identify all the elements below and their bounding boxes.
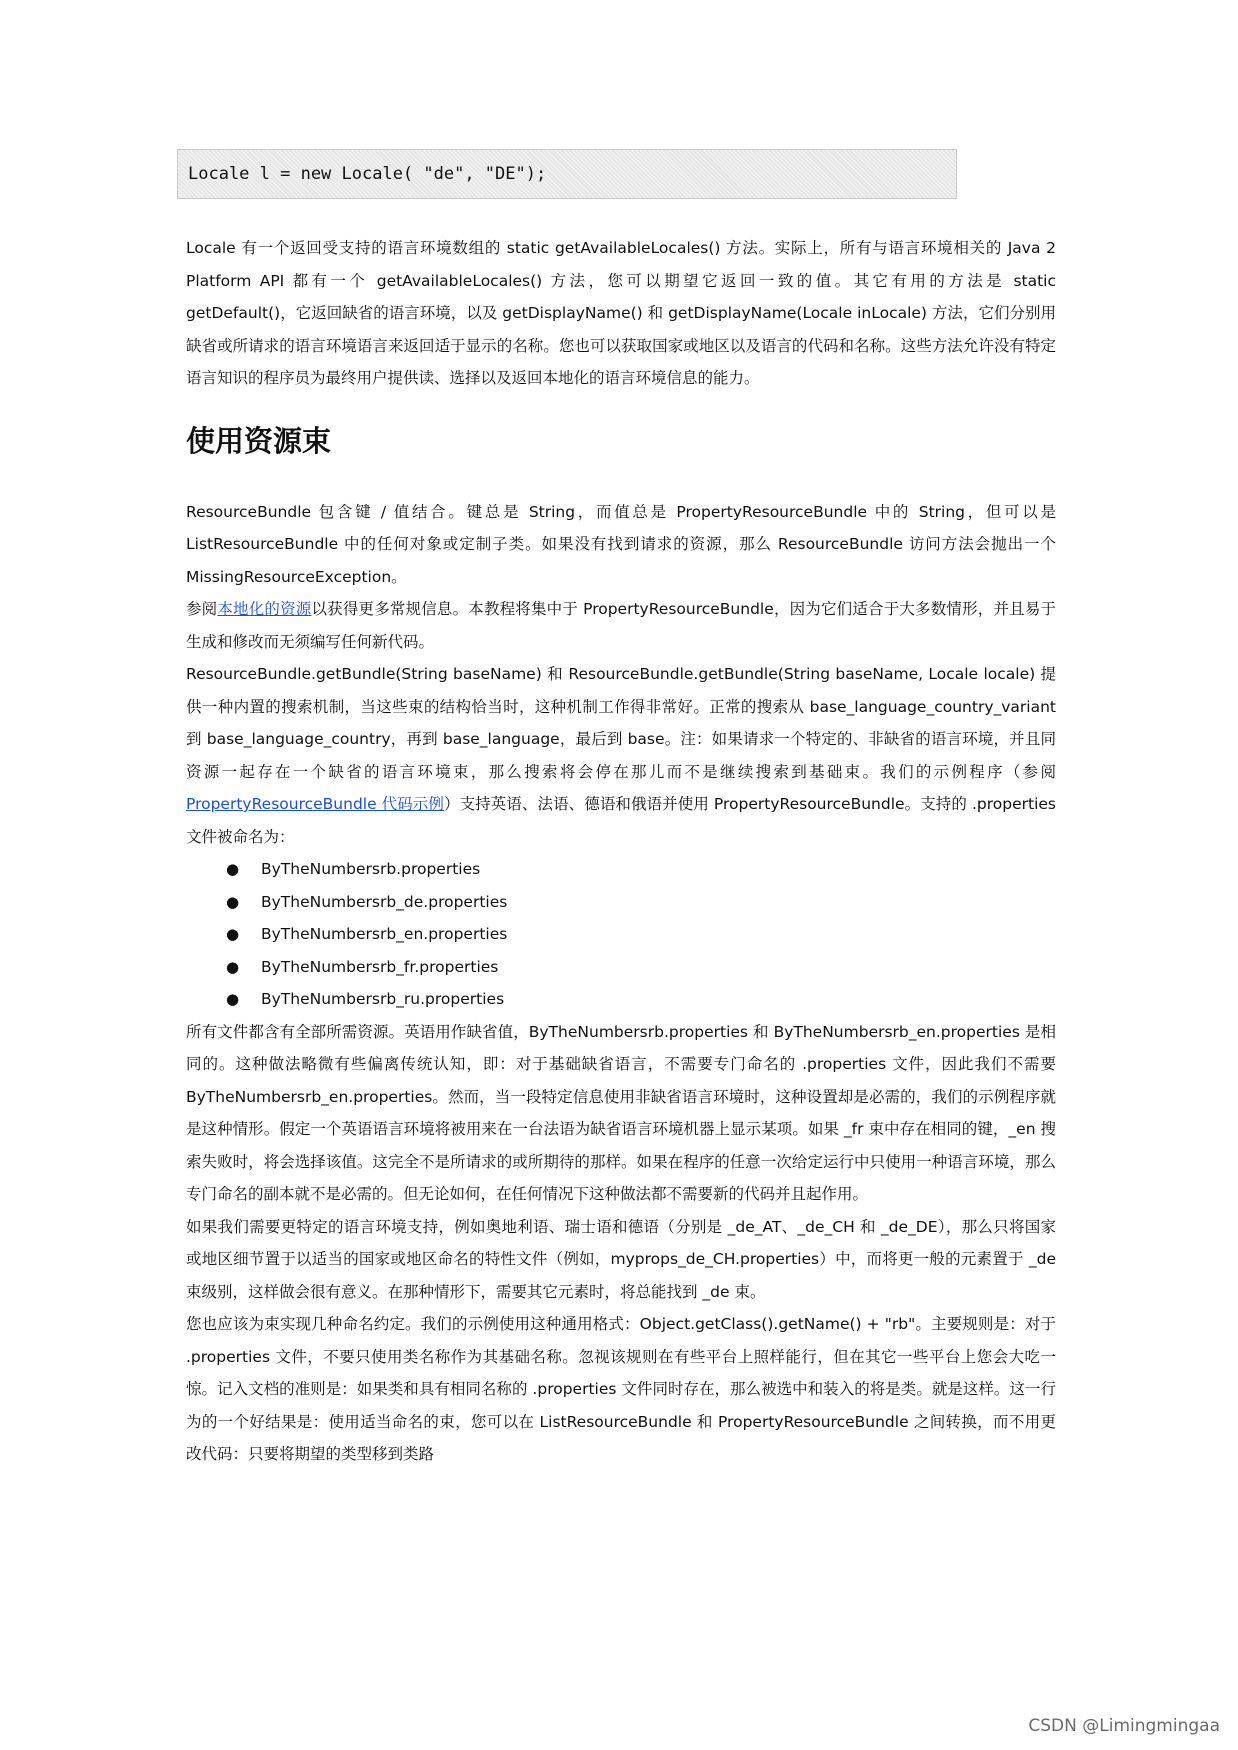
see-also-suffix: 以获得更多常规信息。本教程将集中于 PropertyResourceBundle，因为它们适合于大多数情形，并且易于生成和修改而无须编写任何新代码。 [186,600,1056,651]
getbundle-text: ResourceBundle.getBundle(String baseName) 和 ResourceBundle.getBundle(String baseName, Locale locale) 提供一种内置的搜索机制，当这些束的结构恰当时，这种机制工作得非常好。正常的搜索从 base_language_country_variant 到 base_language_country，再到 base_language，最后到 base。注：如果请求一个特定的、非缺省的语言环境，并且同资源一起存在一个缺省的语言环境束，那么搜索将会停在那儿而不是继续搜索到基础束。我们的示例程序（参阅 [186,665,1056,781]
getbundle-paragraph [186,658,1056,853]
see-also-prefix: 参阅 [186,600,218,618]
file-name: ByTheNumbersrb_de.properties [261,892,508,911]
list-item [186,951,1056,984]
bullet-icon: ● [226,925,240,943]
code-line: Locale l = new Locale( "de", "DE"); [188,164,547,184]
file-name: ByTheNumbersrb_fr.properties [261,957,499,976]
list-item [186,886,1056,919]
list-item [186,983,1056,1016]
bullet-icon: ● [226,892,240,911]
watermark: CSDN @Limingmingaa [1028,1716,1220,1736]
code-example-link[interactable]: PropertyResourceBundle 代码示例 [186,795,444,813]
list-item [186,918,1056,951]
properties-file-list [186,853,1056,1016]
specific-locale-paragraph: 如果我们需要更特定的语言环境支持，例如奥地利语、瑞士语和德语（分别是 _de_AT、_de_CH 和 _de_DE），那么只将国家或地区细节置于以适当的国家或地区命名的特性文件（例如，myprops_de_CH.properties）中，而将更一般的元素置于 _de 束级别，这样做会很有意义。在那种情形下，需要其它元素时，将总能找到 _de 束。 [186,1217,1056,1301]
bullet-icon: ● [226,957,240,976]
bullet-icon: ● [226,860,240,878]
naming-convention-paragraph: 您也应该为束实现几种命名约定。我们的示例使用这种通用格式：Object.getClass().getName() + "rb"。主要规则是：对于 .properties 文件，不要只使用类名称作为其基础名称。忽视该规则在有些平台上照样能行，但在其它一些平台上您会大吃一惊。记入文档的准则是：如果类和具有相同名称的 .properties 文件同时存在，那么被选中和装入的将是类。就是这样。这一行为的一个好结果是：使用适当命名的束，您可以在 ListResourceBundle 和 PropertyResourceBundle 之间转换，而不用更改代码：只要将期望的类型移到类路 [186,1315,1056,1463]
all-files-paragraph: 所有文件都含有全部所需资源。英语用作缺省值，ByTheNumbersrb.properties 和 ByTheNumbersrb_en.properties 是相同的。这种做法略微有些偏离传统认知，即：对于基础缺省语言，不需要专门命名的 .properties 文件，因此我们不需要 ByTheNumbersrb_en.properties。然而，当一段特定信息使用非缺省语言环境时，这种设置却是必需的，我们的示例程序就是这种情形。假定一个英语语言环境将被用来在一台法语为缺省语言环境机器上显示某项。如果 _fr 束中存在相同的键，_en 搜索失败时，将会选择该值。这完全不是所请求的或所期待的那样。如果在程序的任意一次给定运行中只使用一种语言环境，那么专门命名的副本就不是必需的。但无论如何，在任何情况下这种做法都不需要新的代码并且起作用。 [186,1022,1056,1203]
file-name: ByTheNumbersrb_en.properties [261,925,508,943]
getbundle-suffix: ）支持英语、法语、德语和俄语并使用 PropertyResourceBundle。支持的 .properties 文件被命名为： [186,795,1057,846]
resourcebundle-paragraph: ResourceBundle 包含键 / 值结合。键总是 String，而值总是 PropertyResourceBundle 中的 String，但可以是 ListResourceBundle 中的任何对象或定制子类。如果没有找到请求的资源，那么 ResourceBundle 访问方法会抛出一个 MissingResourceException。 [186,502,1056,586]
file-name: ByTheNumbersrb_ru.properties [261,990,505,1008]
localized-resources-link[interactable]: 本地化的资源 [217,600,312,618]
intro-paragraph: Locale 有一个返回受支持的语言环境数组的 static getAvailableLocales() 方法。实际上，所有与语言环境相关的 Java 2 Platform API 都有一个 getAvailableLocales() 方法，您可以期望它返回一致的值。其它有用的方法是 static getDefault()，它返回缺省的语言环境，以及 getDisplayName() 和 getDisplayName(Locale inLocale) 方法，它们分别用缺省或所请求的语言环境语言来返回适于显示的名称。您也可以获取国家或地区以及语言的代码和名称。这些方法允许没有特定语言知识的程序员为最终用户提供读、选择以及返回本地化的语言环境信息的能力。 [186,239,1056,387]
document-body [186,232,1056,1471]
list-item [186,853,1056,886]
section-heading: 使用资源束 [186,423,332,458]
file-name: ByTheNumbersrb.properties [261,860,481,878]
see-also-paragraph [186,593,1056,658]
bullet-icon: ● [226,990,240,1008]
code-block [177,149,957,199]
